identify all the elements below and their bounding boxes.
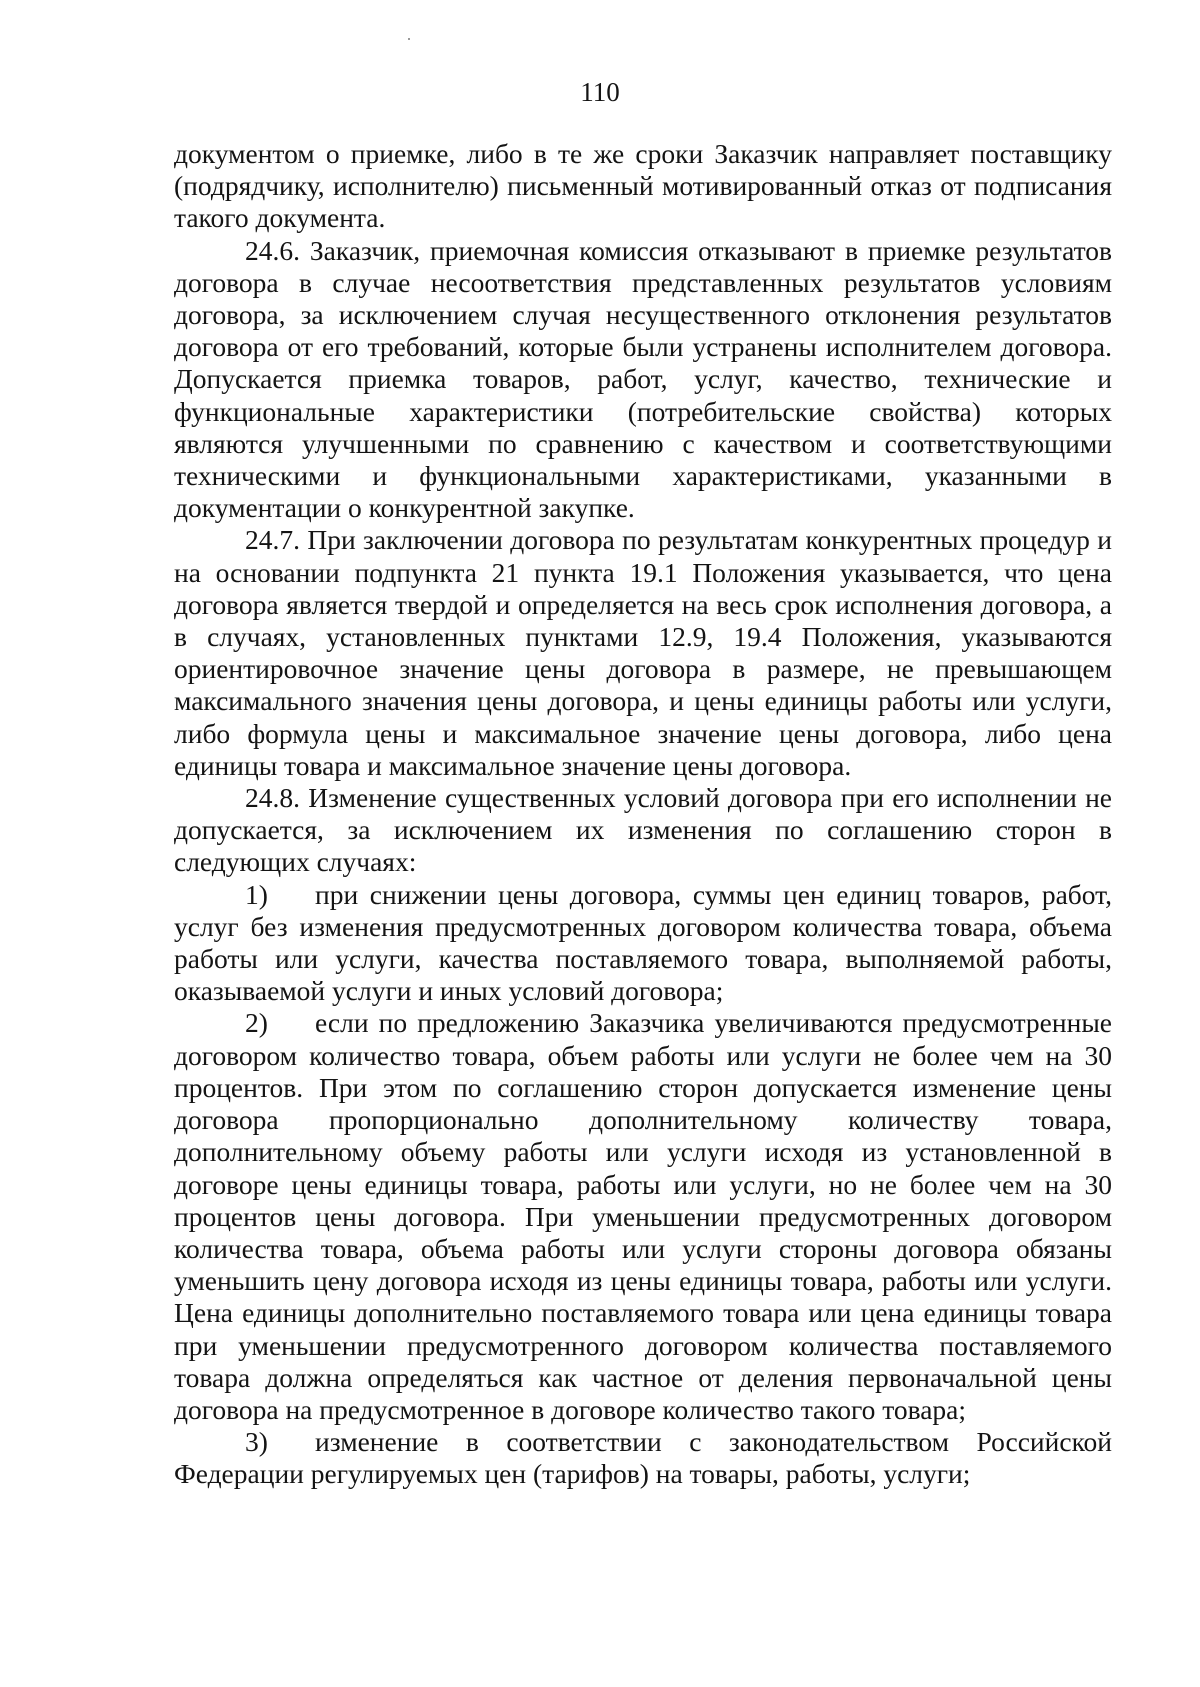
list-item-2-number: 2) bbox=[245, 1007, 268, 1039]
document-body bbox=[174, 138, 1112, 1491]
page-number: 110 bbox=[580, 77, 620, 107]
list-item-3-text: изменение в соответствии с законодательством Российской Федерации регулируемых цен (тарифов) на товары, работы, услуги; bbox=[174, 1426, 1112, 1490]
list-item-3 bbox=[174, 1426, 1112, 1490]
paragraph-24-6: 24.6. Заказчик, приемочная комиссия отказывают в приемке результатов договора в случае несоответствия представленных результатов условиям договора, за исключением случая несущественного отклонения результатов договора от его требований, которые были устранены исполнителем договора. Допускается приемка товаров, работ, услуг, качество, технические и функциональные характеристики (потребительские свойства) которых являются улучшенными по сравнению с качеством и соответствующими техническими и функциональными характеристиками, указанными в документации о конкурентной закупке. bbox=[174, 234, 1112, 524]
paragraph-24-7: 24.7. При заключении договора по результатам конкурентных процедур и на основании подпункта 21 пункта 19.1 Положения указывается, что цена договора является твердой и определяется на весь срок исполнения договора, а в случаях, установленных пунктами 12.9, 19.4 Положения, указываются ориентировочное значение цены договора в размере, не превышающем максимального значения цены договора, и цены единицы работы или услуги, либо формула цены и максимальное значение цены договора, либо цена единицы товара и максимальное значение цены договора. bbox=[174, 524, 1112, 781]
list-item-2-text: если по предложению Заказчика увеличиваются предусмотренные договором количество товара, объем работы или услуги не более чем на 30 процентов. При этом по соглашению сторон допускается изменение цены договора пропорционально дополнительному количеству товара, дополнительному объему работы или услуги исходя из установленной в договоре цены единицы товара, работы или услуги, но не более чем на 30 процентов цены договора. При уменьшении предусмотренных договором количества товара, объема работы или услуги стороны договора обязаны уменьшить цену договора исходя из цены единицы товара, работы или услуги. Цена единицы дополнительно поставляемого товара или цена единицы товара при уменьшении предусмотренного договором количества поставляемого товара должна определяться как частное от деления первоначальной цены договора на предусмотренное в договоре количество такого товара; bbox=[174, 1007, 1112, 1425]
list-item-1-number: 1) bbox=[245, 878, 268, 910]
scan-artifact-dot bbox=[408, 38, 410, 40]
paragraph-continuation: документом о приемке, либо в те же сроки Заказчик направляет поставщику (подрядчику, исполнителю) письменный мотивированный отказ от подписания такого документа. bbox=[174, 138, 1112, 234]
paragraph-24-8: 24.8. Изменение существенных условий договора при его исполнении не допускается, за исключением их изменения по соглашению сторон в следующих случаях: bbox=[174, 782, 1112, 878]
list-item-1-text: при снижении цены договора, суммы цен единиц товаров, работ, услуг без изменения предусмотренных договором количества товара, объема работы или услуги, качества поставляемого товара, выполняемой работы, оказываемой услуги и иных условий договора; bbox=[174, 878, 1112, 1007]
list-item-1 bbox=[174, 879, 1112, 1008]
list-item-2 bbox=[174, 1007, 1112, 1426]
list-item-3-number: 3) bbox=[245, 1426, 268, 1458]
